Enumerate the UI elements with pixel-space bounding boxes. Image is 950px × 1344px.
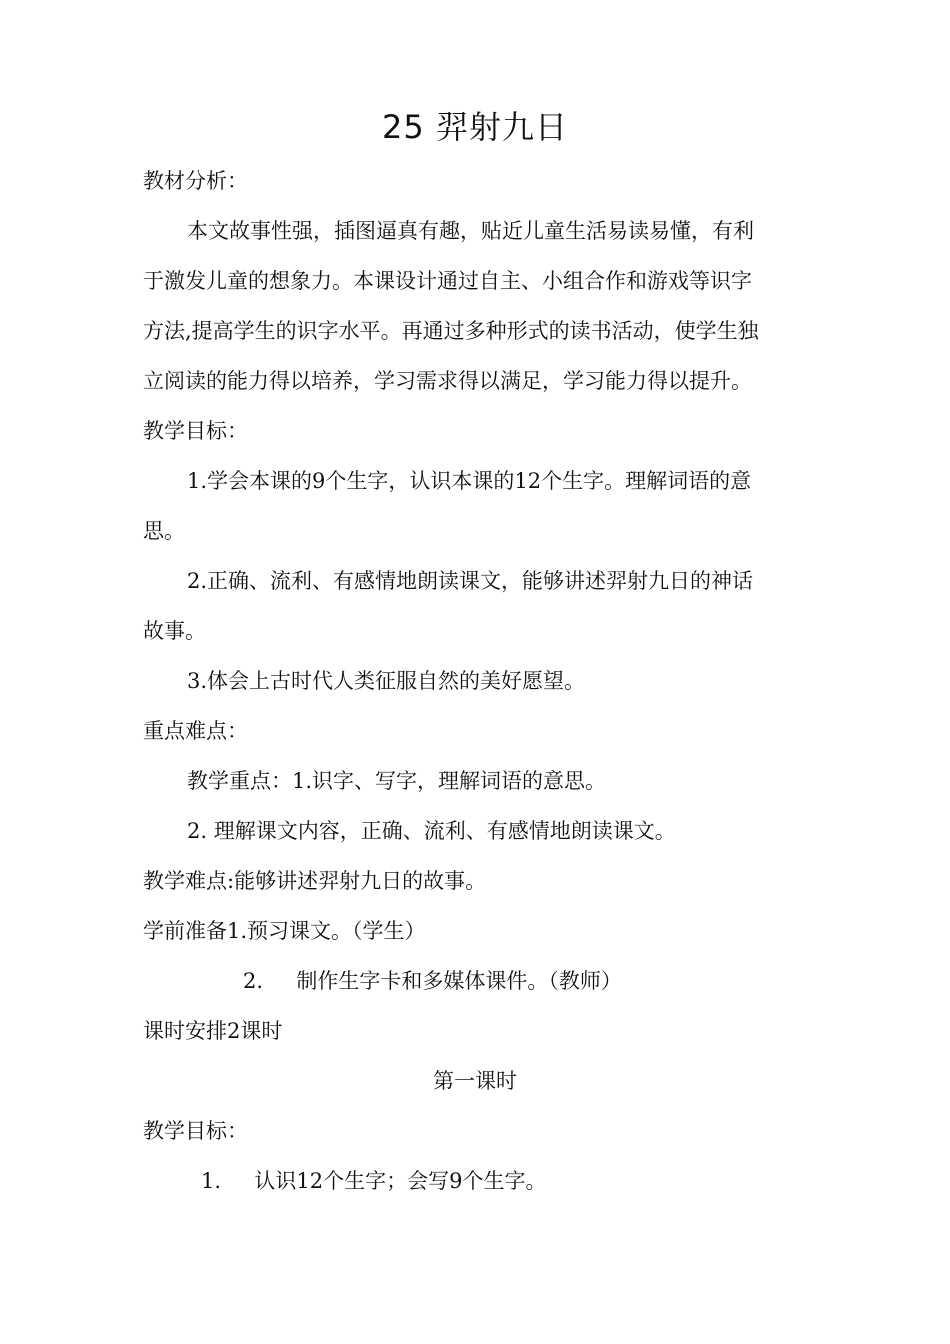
- lesson-heading: 第一课时: [433, 1069, 517, 1093]
- paragraph-line: 立阅读的能力得以培养，学习需求得以满足，学习能力得以提升。: [143, 369, 752, 393]
- schedule-line: 课时安排2课时: [143, 1019, 283, 1043]
- preparation-line: 学前准备1.预习课文。（学生）: [143, 919, 426, 943]
- paragraph-line: 本文故事性强，插图逼真有趣，贴近儿童生活易读易懂，有利: [187, 219, 754, 243]
- goal-item: 2.正确、流利、有感情地朗读课文，能够讲述羿射九日的神话: [187, 569, 754, 593]
- section-heading-key-points: 重点难点：: [143, 719, 248, 743]
- paragraph-line: 于激发儿童的想象力。本课设计通过自主、小组合作和游戏等识字: [143, 269, 752, 293]
- goal-item: 3.体会上古时代人类征服自然的美好愿望。: [187, 669, 586, 693]
- goal-item: 1. 认识12个生字；会写9个生字。: [201, 1169, 547, 1193]
- key-point-item: 2. 理解课文内容，正确、流利、有感情地朗读课文。: [187, 819, 676, 843]
- goal-item-continuation: 思。: [143, 519, 185, 543]
- section-heading-teaching-goals: 教学目标：: [143, 1119, 248, 1143]
- difficulty-line: 教学难点:能够讲述羿射九日的故事。: [143, 869, 487, 893]
- section-heading-material-analysis: 教材分析：: [143, 169, 248, 193]
- paragraph-line: 方法,提高学生的识字水平。再通过多种形式的读书活动，使学生独: [143, 319, 759, 343]
- document-title: 25 羿射九日: [382, 108, 568, 146]
- preparation-item: 2. 制作生字卡和多媒体课件。（教师）: [243, 969, 622, 993]
- key-point-item: 教学重点：1.识字、写字，理解词语的意思。: [187, 769, 607, 793]
- goal-item: 1.学会本课的9个生字，认识本课的12个生字。理解词语的意: [187, 469, 752, 493]
- section-heading-teaching-goals: 教学目标：: [143, 419, 248, 443]
- goal-item-continuation: 故事。: [143, 619, 206, 643]
